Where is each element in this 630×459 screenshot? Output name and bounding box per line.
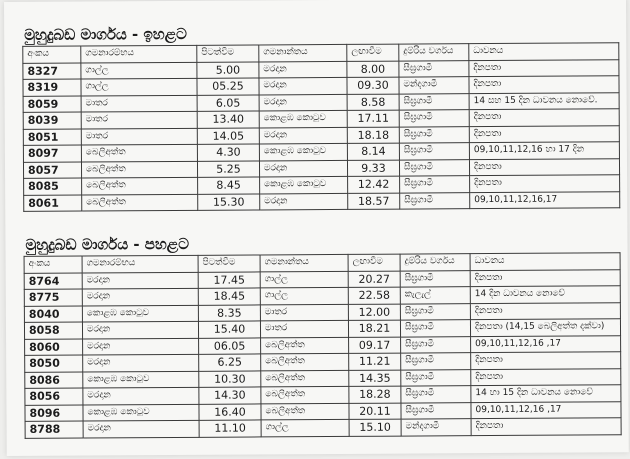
destination-cell: මාතර bbox=[260, 320, 348, 337]
table-row bbox=[25, 418, 621, 438]
column-header: ගමනාන්තය bbox=[260, 254, 348, 271]
operation-cell: දිනපතා bbox=[469, 125, 619, 142]
column-header: පිටත්වීම bbox=[197, 45, 259, 62]
destination-cell: බෙලිඅත්ත bbox=[261, 337, 349, 354]
destination-cell: බෙලිඅත්ත bbox=[261, 386, 349, 403]
timetable-page bbox=[4, 0, 629, 456]
origin-cell: ගාල්ල bbox=[81, 78, 197, 95]
train-type-cell: සීඝ්‍රගාමී bbox=[401, 353, 471, 370]
operation-cell: දිනපතා bbox=[471, 352, 621, 369]
operation-cell: දිනපතා bbox=[471, 418, 621, 435]
arrival-cell: 22.58 bbox=[348, 287, 400, 304]
train-number-cell: 8327 bbox=[23, 63, 81, 80]
destination-cell: මරදාන bbox=[259, 61, 347, 78]
destination-cell: කොළඹ කොටුව bbox=[260, 176, 348, 193]
departure-cell: 8.45 bbox=[198, 177, 260, 194]
origin-cell: මාතර bbox=[81, 128, 197, 145]
column-header: දුම්රිය වර්ගය bbox=[400, 254, 470, 271]
destination-cell: ගාල්ල bbox=[261, 419, 349, 436]
column-header: ගමනාන්තය bbox=[259, 44, 347, 61]
train-type-cell: සීඝ්‍රගාමී bbox=[399, 110, 469, 127]
train-type-cell: කැලැල් bbox=[400, 287, 470, 304]
arrival-cell: 11.21 bbox=[349, 353, 401, 370]
arrival-cell: 09.17 bbox=[349, 337, 401, 354]
departure-cell: 4.30 bbox=[197, 144, 259, 161]
departure-cell: 17.45 bbox=[198, 271, 260, 288]
departure-cell: 15.30 bbox=[198, 193, 260, 210]
downward-section bbox=[23, 230, 620, 438]
upward-table bbox=[22, 42, 620, 212]
train-number-cell: 8061 bbox=[24, 195, 82, 212]
origin-cell: මරදාන bbox=[82, 272, 198, 289]
arrival-cell: 15.10 bbox=[349, 419, 401, 436]
train-type-cell: සීඝ්‍රගාමී bbox=[399, 143, 469, 160]
destination-cell: ගාල්ල bbox=[260, 287, 348, 304]
arrival-cell: 12.00 bbox=[348, 304, 400, 321]
train-number-cell: 8060 bbox=[25, 339, 83, 356]
origin-cell: බෙලිඅත්ත bbox=[81, 144, 197, 161]
upward-section bbox=[22, 20, 619, 212]
train-number-cell: 8040 bbox=[24, 306, 82, 323]
train-number-cell: 8085 bbox=[24, 178, 82, 195]
operation-cell: 14 දින ධාවනය නොවේ bbox=[470, 286, 620, 303]
origin-cell: මරදාන bbox=[83, 338, 199, 355]
column-header: දුම්රිය වර්ගය bbox=[399, 44, 469, 61]
upward-title: මුහුදුබඩ මාර්ගය - ඉහළට bbox=[24, 24, 187, 44]
origin-cell: මරදාන bbox=[82, 288, 198, 305]
departure-cell: 5.25 bbox=[197, 160, 259, 177]
downward-body bbox=[24, 269, 621, 438]
arrival-cell: 17.11 bbox=[347, 110, 399, 127]
destination-cell: බෙලිඅත්ත bbox=[261, 403, 349, 420]
departure-cell: 14.05 bbox=[197, 127, 259, 144]
train-type-cell: සීඝ්‍රගාමී bbox=[400, 270, 470, 287]
train-number-cell: 8096 bbox=[25, 405, 83, 422]
train-type-cell: සීඝ්‍රගාමී bbox=[401, 336, 471, 353]
train-type-cell: සීඝ්‍රගාමී bbox=[399, 93, 469, 110]
origin-cell: මරදාන bbox=[82, 321, 198, 338]
operation-cell: දිනපතා bbox=[469, 109, 619, 126]
arrival-cell: 20.27 bbox=[348, 271, 400, 288]
train-number-cell: 8086 bbox=[25, 372, 83, 389]
destination-cell: මරදාන bbox=[259, 160, 347, 177]
train-number-cell: 8764 bbox=[24, 273, 82, 290]
arrival-cell: 18.28 bbox=[349, 386, 401, 403]
origin-cell: කොළඹ කොටුව bbox=[83, 371, 199, 388]
train-number-cell: 8097 bbox=[23, 145, 81, 162]
arrival-cell: 8.14 bbox=[347, 143, 399, 160]
origin-cell: මරදාන bbox=[83, 387, 199, 404]
departure-cell: 18.45 bbox=[198, 288, 260, 305]
departure-cell: 05.25 bbox=[197, 78, 259, 95]
downward-table bbox=[24, 252, 622, 438]
operation-cell: 09,10,11,12,16 ,17 bbox=[471, 335, 621, 352]
departure-cell: 6.25 bbox=[199, 354, 261, 371]
train-type-cell: සීඝ්‍රගාමී bbox=[400, 303, 470, 320]
departure-cell: 13.40 bbox=[197, 111, 259, 128]
origin-cell: ගාල්ල bbox=[81, 62, 197, 79]
column-header: ධාවනය bbox=[469, 43, 619, 60]
destination-cell: මරදාන bbox=[259, 77, 347, 94]
operation-cell: 14 හා 15 දින ධාවනය නොවේ bbox=[471, 385, 621, 402]
train-number-cell: 8775 bbox=[24, 289, 82, 306]
destination-cell: මරදාන bbox=[260, 193, 348, 210]
destination-cell: මරදාන bbox=[259, 94, 347, 111]
column-header: ගමනාරම්භය bbox=[81, 45, 197, 62]
train-type-cell: සීඝ්‍රගාමී bbox=[399, 126, 469, 143]
column-header: පිටත්වීම bbox=[198, 255, 260, 272]
train-number-cell: 8056 bbox=[25, 388, 83, 405]
train-type-cell: මන්දගාමී bbox=[401, 419, 471, 436]
downward-title: මුහුදුබඩ මාර්ගය - පහළට bbox=[25, 234, 190, 254]
column-header: අංකය bbox=[23, 46, 81, 63]
arrival-cell: 14.35 bbox=[349, 370, 401, 387]
destination-cell: ගාල්ල bbox=[260, 271, 348, 288]
train-type-cell: මන්දගාමී bbox=[399, 77, 469, 94]
operation-cell: දිනපතා bbox=[470, 269, 620, 286]
origin-cell: කොළඹ කොටුව bbox=[83, 404, 199, 421]
origin-cell: බෙලිඅත්ත bbox=[82, 194, 198, 211]
origin-cell: මාතර bbox=[81, 95, 197, 112]
destination-cell: මරදාන bbox=[259, 127, 347, 144]
arrival-cell: 9.33 bbox=[347, 160, 399, 177]
origin-cell: මාතර bbox=[81, 111, 197, 128]
train-type-cell: සීඝ්‍රගාමී bbox=[401, 402, 471, 419]
arrival-cell: 8.00 bbox=[347, 61, 399, 78]
operation-cell: දිනපතා bbox=[469, 76, 619, 93]
column-header: ලඟාවීම bbox=[347, 44, 399, 61]
operation-cell: දිනපතා bbox=[470, 175, 620, 192]
departure-cell: 15.40 bbox=[198, 321, 260, 338]
train-type-cell: සීඝ්‍රගාමී bbox=[399, 60, 469, 77]
departure-cell: 16.40 bbox=[199, 403, 261, 420]
train-type-cell: සීඝ්‍රගාමී bbox=[399, 159, 469, 176]
train-number-cell: 8057 bbox=[23, 162, 81, 179]
train-type-cell: සීඝ්‍රගාමී bbox=[401, 369, 471, 386]
train-type-cell: සීඝ්‍රගාමී bbox=[401, 386, 471, 403]
table-row bbox=[24, 191, 620, 211]
destination-cell: මාතර bbox=[260, 304, 348, 321]
operation-cell: දිනපතා bbox=[471, 368, 621, 385]
departure-cell: 10.30 bbox=[199, 370, 261, 387]
column-header: ධාවනය bbox=[470, 253, 620, 270]
train-number-cell: 8058 bbox=[24, 322, 82, 339]
upward-body bbox=[23, 59, 620, 211]
origin-cell: මරදාන bbox=[83, 420, 199, 437]
arrival-cell: 20.11 bbox=[349, 403, 401, 420]
departure-cell: 5.00 bbox=[197, 61, 259, 78]
destination-cell: කොළඹ කොටුව bbox=[259, 143, 347, 160]
departure-cell: 6.05 bbox=[197, 94, 259, 111]
column-header: ලඟාවීම bbox=[348, 254, 400, 271]
departure-cell: 06.05 bbox=[199, 337, 261, 354]
column-header: ගමනාරම්භය bbox=[82, 255, 198, 272]
train-number-cell: 8039 bbox=[23, 112, 81, 129]
operation-cell: දිනපතා bbox=[469, 59, 619, 76]
arrival-cell: 18.57 bbox=[348, 193, 400, 210]
arrival-cell: 8.58 bbox=[347, 94, 399, 111]
operation-cell: 09,10,11,12,16,17 bbox=[470, 191, 620, 208]
origin-cell: මරදාන bbox=[83, 354, 199, 371]
operation-cell: දිනපතා bbox=[469, 158, 619, 175]
origin-cell: බෙලිඅත්ත bbox=[82, 177, 198, 194]
operation-cell: 09,10,11,12,16 ,17 bbox=[471, 401, 621, 418]
origin-cell: බෙලිඅත්ත bbox=[81, 161, 197, 178]
train-number-cell: 8788 bbox=[25, 421, 83, 438]
train-number-cell: 8051 bbox=[23, 129, 81, 146]
train-type-cell: සීඝ්‍රගාමී bbox=[400, 320, 470, 337]
train-type-cell: සීඝ්‍රගාමී bbox=[400, 176, 470, 193]
departure-cell: 8.35 bbox=[198, 304, 260, 321]
operation-cell: 14 සහ 15 දින ධාවනය නොවේ. bbox=[469, 92, 619, 109]
train-number-cell: 8050 bbox=[25, 355, 83, 372]
departure-cell: 14.30 bbox=[199, 387, 261, 404]
column-header: අංකය bbox=[24, 256, 82, 273]
train-number-cell: 8059 bbox=[23, 96, 81, 113]
operation-cell: දිනපතා (14,15 බෙලිඅත්ත දක්වා) bbox=[470, 319, 620, 336]
train-type-cell: සීඝ්‍රගාමී bbox=[400, 192, 470, 209]
departure-cell: 11.10 bbox=[199, 420, 261, 437]
origin-cell: කොළඹ කොටුව bbox=[82, 305, 198, 322]
operation-cell: දිනපතා bbox=[470, 302, 620, 319]
train-number-cell: 8319 bbox=[23, 79, 81, 96]
arrival-cell: 12.42 bbox=[348, 176, 400, 193]
destination-cell: බෙලිඅත්ත bbox=[261, 370, 349, 387]
destination-cell: බෙලිඅත්ත bbox=[261, 353, 349, 370]
operation-cell: 09,10,11,12,16 හා 17 දින bbox=[469, 142, 619, 159]
arrival-cell: 18.21 bbox=[348, 320, 400, 337]
arrival-cell: 18.18 bbox=[347, 127, 399, 144]
arrival-cell: 09.30 bbox=[347, 77, 399, 94]
destination-cell: කොළඹ කොටුව bbox=[259, 110, 347, 127]
